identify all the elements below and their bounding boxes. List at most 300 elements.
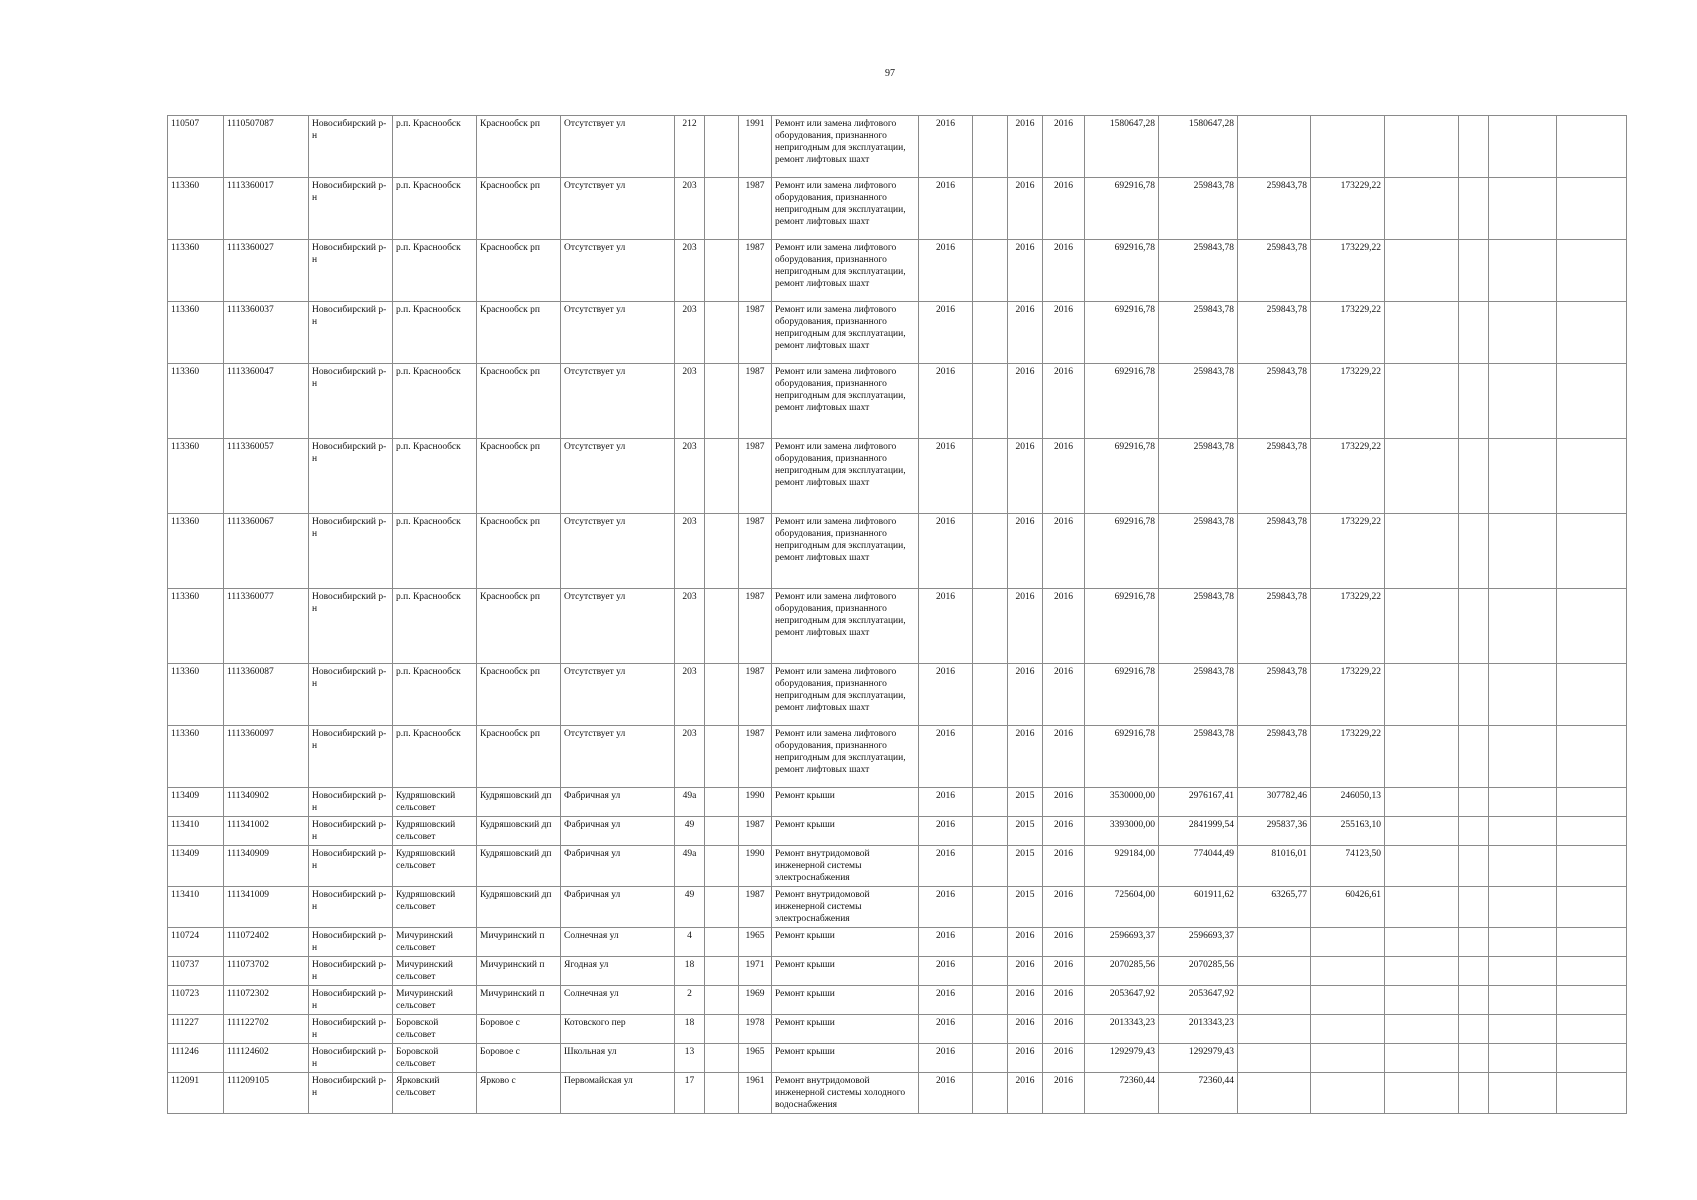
cell-col-7: 49а bbox=[675, 846, 705, 887]
cell-col-10: Ремонт крыши bbox=[772, 817, 919, 846]
cell-col-14: 2016 bbox=[1043, 1073, 1085, 1114]
cell-col-15: 3393000,00 bbox=[1085, 817, 1159, 846]
cell-col-7: 203 bbox=[675, 589, 705, 664]
cell-col-2: 1113360047 bbox=[224, 364, 309, 439]
cell-col-1: 111227 bbox=[168, 1015, 224, 1044]
cell-col-18: 173229,22 bbox=[1311, 589, 1385, 664]
cell-col-3: Новосибирский р-н bbox=[309, 887, 393, 928]
cell-col-10: Ремонт или замена лифтового оборудования, признанного непригодным для эксплуатации, ремонт лифтовых шахт bbox=[772, 302, 919, 364]
cell-col-5: Ярково с bbox=[477, 1073, 561, 1114]
cell-col-12 bbox=[973, 589, 1008, 664]
cell-col-12 bbox=[973, 178, 1008, 240]
cell-col-18: 173229,22 bbox=[1311, 364, 1385, 439]
cell-col-18: 74123,50 bbox=[1311, 846, 1385, 887]
cell-col-22 bbox=[1557, 846, 1627, 887]
cell-col-14: 2016 bbox=[1043, 178, 1085, 240]
cell-col-11: 2016 bbox=[919, 928, 973, 957]
cell-col-1: 113360 bbox=[168, 664, 224, 726]
cell-col-16: 259843,78 bbox=[1159, 439, 1238, 514]
cell-col-12 bbox=[973, 846, 1008, 887]
cell-col-17: 307782,46 bbox=[1238, 788, 1311, 817]
cell-col-4: Боровской сельсовет bbox=[393, 1044, 477, 1073]
cell-col-6: Фабричная ул bbox=[561, 817, 675, 846]
cell-col-14: 2016 bbox=[1043, 302, 1085, 364]
cell-col-11: 2016 bbox=[919, 1073, 973, 1114]
cell-col-16: 2013343,23 bbox=[1159, 1015, 1238, 1044]
cell-col-18: 255163,10 bbox=[1311, 817, 1385, 846]
table-row bbox=[168, 439, 1627, 514]
cell-col-14: 2016 bbox=[1043, 514, 1085, 589]
cell-col-12 bbox=[973, 986, 1008, 1015]
cell-col-9: 1987 bbox=[739, 664, 772, 726]
cell-col-9: 1987 bbox=[739, 364, 772, 439]
cell-col-6: Солнечная ул bbox=[561, 986, 675, 1015]
cell-col-9: 1990 bbox=[739, 846, 772, 887]
cell-col-22 bbox=[1557, 928, 1627, 957]
cell-col-20 bbox=[1459, 240, 1489, 302]
cell-col-11: 2016 bbox=[919, 957, 973, 986]
cell-col-16: 259843,78 bbox=[1159, 302, 1238, 364]
cell-col-5: Кудряшовский дп bbox=[477, 817, 561, 846]
cell-col-13: 2016 bbox=[1008, 986, 1043, 1015]
cell-col-7: 2 bbox=[675, 986, 705, 1015]
cell-col-10: Ремонт крыши bbox=[772, 1044, 919, 1073]
cell-col-16: 259843,78 bbox=[1159, 240, 1238, 302]
cell-col-21 bbox=[1489, 364, 1557, 439]
cell-col-11: 2016 bbox=[919, 846, 973, 887]
cell-col-14: 2016 bbox=[1043, 986, 1085, 1015]
cell-col-7: 49 bbox=[675, 817, 705, 846]
cell-col-9: 1978 bbox=[739, 1015, 772, 1044]
cell-col-6: Отсутствует ул bbox=[561, 178, 675, 240]
cell-col-10: Ремонт крыши bbox=[772, 957, 919, 986]
cell-col-8 bbox=[705, 788, 739, 817]
cell-col-4: Боровской сельсовет bbox=[393, 1015, 477, 1044]
table-row bbox=[168, 788, 1627, 817]
cell-col-14: 2016 bbox=[1043, 887, 1085, 928]
cell-col-18 bbox=[1311, 1073, 1385, 1114]
cell-col-8 bbox=[705, 1073, 739, 1114]
cell-col-13: 2016 bbox=[1008, 178, 1043, 240]
cell-col-19 bbox=[1385, 589, 1459, 664]
cell-col-10: Ремонт крыши bbox=[772, 788, 919, 817]
cell-col-11: 2016 bbox=[919, 240, 973, 302]
cell-col-15: 2070285,56 bbox=[1085, 957, 1159, 986]
cell-col-14: 2016 bbox=[1043, 439, 1085, 514]
cell-col-20 bbox=[1459, 986, 1489, 1015]
cell-col-8 bbox=[705, 178, 739, 240]
cell-col-21 bbox=[1489, 957, 1557, 986]
cell-col-6: Отсутствует ул bbox=[561, 726, 675, 788]
cell-col-9: 1987 bbox=[739, 726, 772, 788]
cell-col-5: Мичуринский п bbox=[477, 928, 561, 957]
cell-col-15: 692916,78 bbox=[1085, 514, 1159, 589]
table-row bbox=[168, 514, 1627, 589]
cell-col-22 bbox=[1557, 1044, 1627, 1073]
cell-col-17: 259843,78 bbox=[1238, 302, 1311, 364]
cell-col-1: 110723 bbox=[168, 986, 224, 1015]
cell-col-11: 2016 bbox=[919, 178, 973, 240]
table-row bbox=[168, 116, 1627, 178]
cell-col-11: 2016 bbox=[919, 302, 973, 364]
cell-col-16: 774044,49 bbox=[1159, 846, 1238, 887]
cell-col-8 bbox=[705, 302, 739, 364]
cell-col-3: Новосибирский р-н bbox=[309, 364, 393, 439]
table-row bbox=[168, 1073, 1627, 1114]
cell-col-2: 111340909 bbox=[224, 846, 309, 887]
table-row bbox=[168, 887, 1627, 928]
cell-col-3: Новосибирский р-н bbox=[309, 178, 393, 240]
cell-col-1: 113360 bbox=[168, 240, 224, 302]
cell-col-12 bbox=[973, 514, 1008, 589]
cell-col-22 bbox=[1557, 664, 1627, 726]
cell-col-22 bbox=[1557, 788, 1627, 817]
cell-col-4: Мичуринский сельсовет bbox=[393, 986, 477, 1015]
cell-col-22 bbox=[1557, 240, 1627, 302]
cell-col-9: 1987 bbox=[739, 514, 772, 589]
cell-col-11: 2016 bbox=[919, 364, 973, 439]
table-row bbox=[168, 846, 1627, 887]
cell-col-7: 203 bbox=[675, 364, 705, 439]
cell-col-6: Школьная ул bbox=[561, 1044, 675, 1073]
cell-col-3: Новосибирский р-н bbox=[309, 116, 393, 178]
cell-col-3: Новосибирский р-н bbox=[309, 788, 393, 817]
cell-col-9: 1987 bbox=[739, 817, 772, 846]
cell-col-10: Ремонт или замена лифтового оборудования, признанного непригодным для эксплуатации, ремонт лифтовых шахт bbox=[772, 178, 919, 240]
cell-col-3: Новосибирский р-н bbox=[309, 514, 393, 589]
cell-col-3: Новосибирский р-н bbox=[309, 957, 393, 986]
cell-col-6: Отсутствует ул bbox=[561, 514, 675, 589]
cell-col-21 bbox=[1489, 928, 1557, 957]
cell-col-14: 2016 bbox=[1043, 1044, 1085, 1073]
cell-col-16: 259843,78 bbox=[1159, 178, 1238, 240]
cell-col-4: р.п. Краснообск bbox=[393, 664, 477, 726]
cell-col-16: 259843,78 bbox=[1159, 364, 1238, 439]
cell-col-21 bbox=[1489, 240, 1557, 302]
cell-col-2: 1113360077 bbox=[224, 589, 309, 664]
cell-col-10: Ремонт внутридомовой инженерной системы холодного водоснабжения bbox=[772, 1073, 919, 1114]
cell-col-17 bbox=[1238, 1044, 1311, 1073]
cell-col-1: 113360 bbox=[168, 726, 224, 788]
cell-col-3: Новосибирский р-н bbox=[309, 817, 393, 846]
cell-col-17 bbox=[1238, 928, 1311, 957]
cell-col-21 bbox=[1489, 116, 1557, 178]
cell-col-8 bbox=[705, 726, 739, 788]
cell-col-1: 113360 bbox=[168, 364, 224, 439]
cell-col-19 bbox=[1385, 240, 1459, 302]
cell-col-11: 2016 bbox=[919, 817, 973, 846]
cell-col-13: 2015 bbox=[1008, 887, 1043, 928]
cell-col-15: 692916,78 bbox=[1085, 589, 1159, 664]
cell-col-6: Солнечная ул bbox=[561, 928, 675, 957]
cell-col-17: 295837,36 bbox=[1238, 817, 1311, 846]
cell-col-21 bbox=[1489, 1044, 1557, 1073]
cell-col-14: 2016 bbox=[1043, 116, 1085, 178]
cell-col-16: 601911,62 bbox=[1159, 887, 1238, 928]
cell-col-19 bbox=[1385, 178, 1459, 240]
cell-col-17: 259843,78 bbox=[1238, 178, 1311, 240]
cell-col-6: Отсутствует ул bbox=[561, 116, 675, 178]
cell-col-19 bbox=[1385, 928, 1459, 957]
cell-col-20 bbox=[1459, 788, 1489, 817]
cell-col-22 bbox=[1557, 439, 1627, 514]
cell-col-7: 203 bbox=[675, 240, 705, 302]
cell-col-15: 692916,78 bbox=[1085, 302, 1159, 364]
cell-col-9: 1991 bbox=[739, 116, 772, 178]
cell-col-8 bbox=[705, 846, 739, 887]
cell-col-7: 203 bbox=[675, 664, 705, 726]
cell-col-9: 1987 bbox=[739, 439, 772, 514]
cell-col-12 bbox=[973, 726, 1008, 788]
cell-col-11: 2016 bbox=[919, 788, 973, 817]
cell-col-6: Отсутствует ул bbox=[561, 302, 675, 364]
cell-col-21 bbox=[1489, 302, 1557, 364]
cell-col-18: 246050,13 bbox=[1311, 788, 1385, 817]
cell-col-7: 4 bbox=[675, 928, 705, 957]
cell-col-16: 2070285,56 bbox=[1159, 957, 1238, 986]
cell-col-22 bbox=[1557, 887, 1627, 928]
cell-col-17 bbox=[1238, 1073, 1311, 1114]
cell-col-10: Ремонт или замена лифтового оборудования, признанного непригодным для эксплуатации, ремонт лифтовых шахт bbox=[772, 240, 919, 302]
cell-col-11: 2016 bbox=[919, 439, 973, 514]
table-row bbox=[168, 178, 1627, 240]
cell-col-7: 18 bbox=[675, 957, 705, 986]
cell-col-2: 111341002 bbox=[224, 817, 309, 846]
cell-col-18 bbox=[1311, 116, 1385, 178]
cell-col-17 bbox=[1238, 986, 1311, 1015]
cell-col-20 bbox=[1459, 928, 1489, 957]
cell-col-9: 1987 bbox=[739, 240, 772, 302]
cell-col-7: 203 bbox=[675, 726, 705, 788]
cell-col-9: 1969 bbox=[739, 986, 772, 1015]
cell-col-1: 110507 bbox=[168, 116, 224, 178]
cell-col-22 bbox=[1557, 589, 1627, 664]
page-number: 97 bbox=[885, 68, 895, 79]
cell-col-8 bbox=[705, 986, 739, 1015]
cell-col-17 bbox=[1238, 1015, 1311, 1044]
cell-col-6: Отсутствует ул bbox=[561, 439, 675, 514]
cell-col-19 bbox=[1385, 887, 1459, 928]
cell-col-13: 2016 bbox=[1008, 116, 1043, 178]
cell-col-14: 2016 bbox=[1043, 957, 1085, 986]
cell-col-9: 1965 bbox=[739, 928, 772, 957]
cell-col-11: 2016 bbox=[919, 664, 973, 726]
cell-col-13: 2015 bbox=[1008, 817, 1043, 846]
cell-col-8 bbox=[705, 240, 739, 302]
cell-col-9: 1971 bbox=[739, 957, 772, 986]
cell-col-22 bbox=[1557, 726, 1627, 788]
cell-col-1: 113409 bbox=[168, 846, 224, 887]
cell-col-16: 259843,78 bbox=[1159, 726, 1238, 788]
cell-col-11: 2016 bbox=[919, 986, 973, 1015]
cell-col-6: Отсутствует ул bbox=[561, 240, 675, 302]
cell-col-8 bbox=[705, 439, 739, 514]
cell-col-5: Краснообск рп bbox=[477, 240, 561, 302]
cell-col-5: Кудряшовский дп bbox=[477, 887, 561, 928]
cell-col-19 bbox=[1385, 788, 1459, 817]
cell-col-5: Кудряшовский дп bbox=[477, 788, 561, 817]
cell-col-19 bbox=[1385, 364, 1459, 439]
cell-col-20 bbox=[1459, 116, 1489, 178]
cell-col-6: Отсутствует ул bbox=[561, 589, 675, 664]
cell-col-4: р.п. Краснообск bbox=[393, 178, 477, 240]
cell-col-13: 2015 bbox=[1008, 788, 1043, 817]
cell-col-17: 259843,78 bbox=[1238, 664, 1311, 726]
cell-col-1: 113410 bbox=[168, 887, 224, 928]
cell-col-12 bbox=[973, 788, 1008, 817]
cell-col-17: 259843,78 bbox=[1238, 439, 1311, 514]
cell-col-2: 111072302 bbox=[224, 986, 309, 1015]
cell-col-22 bbox=[1557, 1015, 1627, 1044]
cell-col-13: 2016 bbox=[1008, 302, 1043, 364]
cell-col-10: Ремонт или замена лифтового оборудования, признанного непригодным для эксплуатации, ремонт лифтовых шахт bbox=[772, 116, 919, 178]
cell-col-19 bbox=[1385, 1015, 1459, 1044]
cell-col-1: 113360 bbox=[168, 439, 224, 514]
cell-col-12 bbox=[973, 664, 1008, 726]
cell-col-14: 2016 bbox=[1043, 726, 1085, 788]
cell-col-10: Ремонт или замена лифтового оборудования, признанного непригодным для эксплуатации, ремонт лифтовых шахт bbox=[772, 664, 919, 726]
cell-col-19 bbox=[1385, 439, 1459, 514]
cell-col-9: 1965 bbox=[739, 1044, 772, 1073]
cell-col-14: 2016 bbox=[1043, 240, 1085, 302]
cell-col-14: 2016 bbox=[1043, 928, 1085, 957]
cell-col-9: 1987 bbox=[739, 589, 772, 664]
table-body bbox=[168, 116, 1627, 1114]
cell-col-14: 2016 bbox=[1043, 1015, 1085, 1044]
cell-col-12 bbox=[973, 887, 1008, 928]
cell-col-3: Новосибирский р-н bbox=[309, 846, 393, 887]
cell-col-21 bbox=[1489, 589, 1557, 664]
cell-col-20 bbox=[1459, 817, 1489, 846]
cell-col-16: 2976167,41 bbox=[1159, 788, 1238, 817]
table-row bbox=[168, 1044, 1627, 1073]
cell-col-8 bbox=[705, 664, 739, 726]
cell-col-12 bbox=[973, 364, 1008, 439]
cell-col-6: Фабричная ул bbox=[561, 788, 675, 817]
cell-col-17: 259843,78 bbox=[1238, 726, 1311, 788]
cell-col-19 bbox=[1385, 817, 1459, 846]
cell-col-5: Краснообск рп bbox=[477, 178, 561, 240]
cell-col-22 bbox=[1557, 116, 1627, 178]
cell-col-20 bbox=[1459, 957, 1489, 986]
cell-col-12 bbox=[973, 116, 1008, 178]
table-row bbox=[168, 302, 1627, 364]
cell-col-21 bbox=[1489, 1073, 1557, 1114]
cell-col-5: Мичуринский п bbox=[477, 957, 561, 986]
cell-col-16: 2596693,37 bbox=[1159, 928, 1238, 957]
cell-col-20 bbox=[1459, 302, 1489, 364]
cell-col-10: Ремонт или замена лифтового оборудования, признанного непригодным для эксплуатации, ремонт лифтовых шахт bbox=[772, 726, 919, 788]
cell-col-1: 111246 bbox=[168, 1044, 224, 1073]
cell-col-3: Новосибирский р-н bbox=[309, 1044, 393, 1073]
cell-col-21 bbox=[1489, 986, 1557, 1015]
table-row bbox=[168, 957, 1627, 986]
cell-col-22 bbox=[1557, 817, 1627, 846]
table-row bbox=[168, 986, 1627, 1015]
cell-col-20 bbox=[1459, 514, 1489, 589]
cell-col-19 bbox=[1385, 116, 1459, 178]
cell-col-2: 111072402 bbox=[224, 928, 309, 957]
cell-col-6: Ягодная ул bbox=[561, 957, 675, 986]
cell-col-4: Кудряшовский сельсовет bbox=[393, 788, 477, 817]
cell-col-22 bbox=[1557, 957, 1627, 986]
cell-col-15: 2596693,37 bbox=[1085, 928, 1159, 957]
cell-col-18: 173229,22 bbox=[1311, 514, 1385, 589]
cell-col-20 bbox=[1459, 1044, 1489, 1073]
cell-col-19 bbox=[1385, 957, 1459, 986]
cell-col-6: Фабричная ул bbox=[561, 846, 675, 887]
cell-col-15: 725604,00 bbox=[1085, 887, 1159, 928]
cell-col-13: 2016 bbox=[1008, 364, 1043, 439]
cell-col-8 bbox=[705, 589, 739, 664]
cell-col-18 bbox=[1311, 986, 1385, 1015]
cell-col-21 bbox=[1489, 1015, 1557, 1044]
cell-col-6: Первомайская ул bbox=[561, 1073, 675, 1114]
cell-col-18: 173229,22 bbox=[1311, 178, 1385, 240]
cell-col-2: 111341009 bbox=[224, 887, 309, 928]
cell-col-2: 1113360017 bbox=[224, 178, 309, 240]
cell-col-13: 2016 bbox=[1008, 514, 1043, 589]
cell-col-12 bbox=[973, 1015, 1008, 1044]
cell-col-17: 259843,78 bbox=[1238, 240, 1311, 302]
cell-col-22 bbox=[1557, 1073, 1627, 1114]
cell-col-8 bbox=[705, 364, 739, 439]
cell-col-7: 13 bbox=[675, 1044, 705, 1073]
cell-col-5: Краснообск рп bbox=[477, 664, 561, 726]
cell-col-10: Ремонт внутридомовой инженерной системы электроснабжения bbox=[772, 887, 919, 928]
cell-col-8 bbox=[705, 817, 739, 846]
cell-col-14: 2016 bbox=[1043, 664, 1085, 726]
cell-col-4: Кудряшовский сельсовет bbox=[393, 887, 477, 928]
cell-col-8 bbox=[705, 957, 739, 986]
cell-col-18: 60426,61 bbox=[1311, 887, 1385, 928]
cell-col-10: Ремонт или замена лифтового оборудования, признанного непригодным для эксплуатации, ремонт лифтовых шахт bbox=[772, 589, 919, 664]
cell-col-7: 212 bbox=[675, 116, 705, 178]
cell-col-6: Фабричная ул bbox=[561, 887, 675, 928]
table-row bbox=[168, 817, 1627, 846]
cell-col-20 bbox=[1459, 664, 1489, 726]
table-row bbox=[168, 240, 1627, 302]
cell-col-8 bbox=[705, 514, 739, 589]
cell-col-18: 173229,22 bbox=[1311, 726, 1385, 788]
cell-col-2: 111340902 bbox=[224, 788, 309, 817]
table-row bbox=[168, 726, 1627, 788]
cell-col-4: Мичуринский сельсовет bbox=[393, 928, 477, 957]
cell-col-15: 692916,78 bbox=[1085, 178, 1159, 240]
cell-col-12 bbox=[973, 439, 1008, 514]
cell-col-15: 1292979,43 bbox=[1085, 1044, 1159, 1073]
cell-col-13: 2016 bbox=[1008, 240, 1043, 302]
cell-col-13: 2016 bbox=[1008, 1044, 1043, 1073]
cell-col-6: Отсутствует ул bbox=[561, 364, 675, 439]
cell-col-15: 692916,78 bbox=[1085, 664, 1159, 726]
cell-col-9: 1987 bbox=[739, 887, 772, 928]
cell-col-14: 2016 bbox=[1043, 817, 1085, 846]
cell-col-4: р.п. Краснообск bbox=[393, 240, 477, 302]
cell-col-15: 1580647,28 bbox=[1085, 116, 1159, 178]
cell-col-7: 203 bbox=[675, 178, 705, 240]
cell-col-20 bbox=[1459, 439, 1489, 514]
cell-col-3: Новосибирский р-н bbox=[309, 589, 393, 664]
cell-col-14: 2016 bbox=[1043, 788, 1085, 817]
cell-col-17 bbox=[1238, 957, 1311, 986]
cell-col-6: Отсутствует ул bbox=[561, 664, 675, 726]
cell-col-11: 2016 bbox=[919, 1015, 973, 1044]
cell-col-2: 111209105 bbox=[224, 1073, 309, 1114]
cell-col-21 bbox=[1489, 887, 1557, 928]
cell-col-10: Ремонт или замена лифтового оборудования, признанного непригодным для эксплуатации, ремонт лифтовых шахт bbox=[772, 364, 919, 439]
cell-col-4: р.п. Краснообск bbox=[393, 302, 477, 364]
